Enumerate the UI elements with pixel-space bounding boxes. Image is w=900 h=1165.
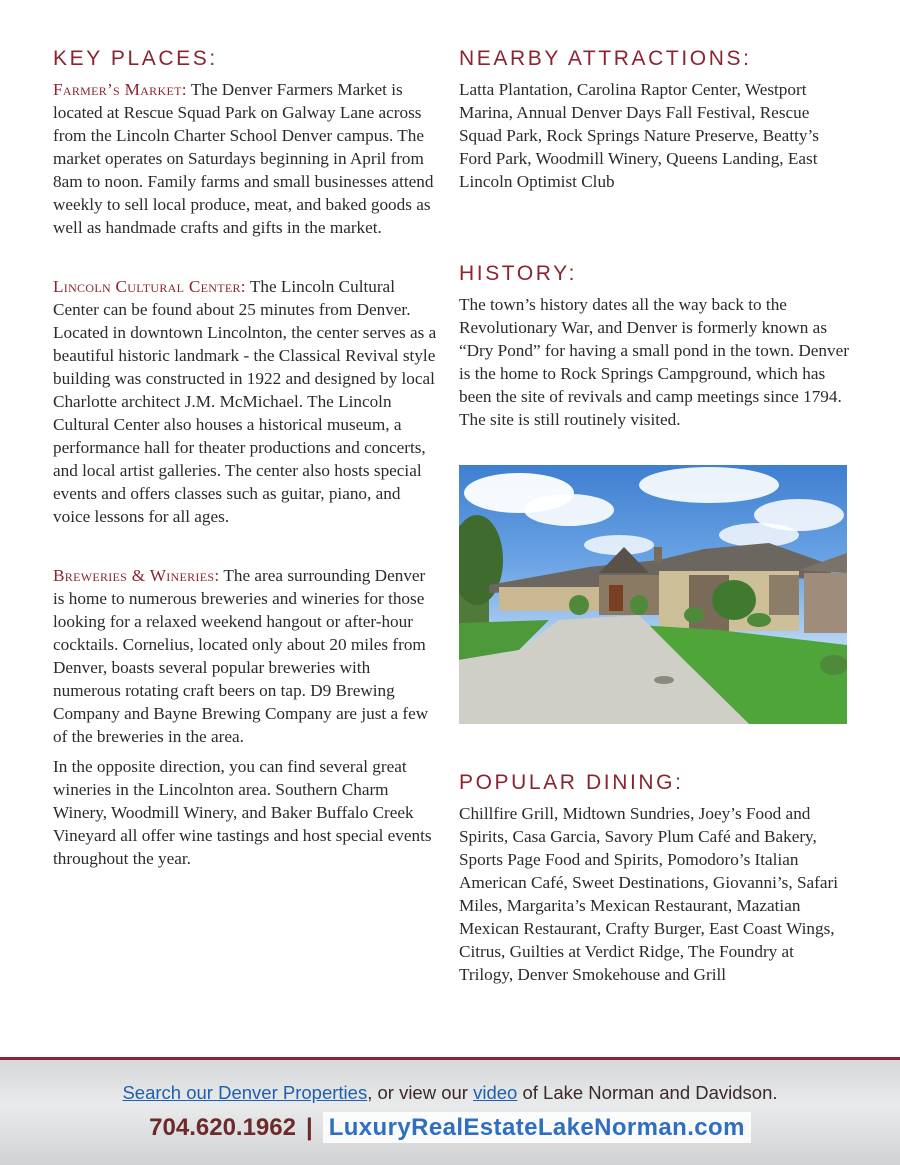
footer-links-line — [0, 1082, 900, 1104]
cultural-center-paragraph — [53, 275, 441, 528]
popular-dining-text: Chillfire Grill, Midtown Sundries, Joey’s Food and Spirits, Casa Garcia, Savory Plum Café and Bakery, Sports Page Food and Spirits, Pomodoro’s Italian American Café, Sweet Destinations, Giovanni’s, Safari Miles, Margarita’s Mexican Restaurant, Mazatian Mexican Restaurant, Crafty Burger, East Coast Wings, Citrus, Guilties at Verdict Ridge, The Foundry at Trilogy, Denver Smokehouse and Grill — [459, 804, 838, 984]
footer-separator: | — [305, 1114, 313, 1141]
house-photo — [459, 465, 847, 724]
key-places-heading: KEY PLACES: — [53, 47, 218, 70]
footer-contact-line — [0, 1114, 900, 1142]
nearby-attractions-text: Latta Plantation, Carolina Raptor Center, Westport Marina, Annual Denver Days Fall Festival, Rescue Squad Park, Rock Springs Nature Preserve, Beatty’s Ford Park, Woodmill Winery, Queens Landing, East Lincoln Optimist Club — [459, 80, 819, 191]
nearby-attractions-heading: NEARBY ATTRACTIONS: — [459, 47, 752, 70]
breweries-paragraph — [53, 564, 441, 748]
breweries-text: The area surrounding Denver is home to numerous breweries and wineries for those looking for a relaxed weekend hangout or after-hour cocktails. Cornelius, located only about 20 miles from Denver, boasts several popular breweries with numerous rotating craft beers on tap. D9 Brewing Company and Bayne Brewing Company are just a few of the breweries in the area. — [53, 566, 429, 746]
farmers-market-lead: Farmer’s Market: — [53, 80, 187, 99]
website-link[interactable]: LuxuryRealEstateLakeNorman.com — [323, 1112, 751, 1143]
video-link[interactable]: video — [473, 1082, 518, 1103]
history-text: The town’s history dates all the way back to the Revolutionary War, and Denver is formerly known as “Dry Pond” for having a small pond in the town. Denver is the home to Rock Springs Campground, which has been the site of revivals and camp meetings since 1794. The site is still routinely visited. — [459, 295, 849, 429]
history-heading: HISTORY: — [459, 262, 578, 285]
cultural-center-text: The Lincoln Cultural Center can be found about 25 minutes from Denver. Located in downtown Lincolnton, the center serves as a beautiful historic landmark - the Classical Revival style building was constructed in 1922 and designed by local Charlotte architect J.M. McMichael. The Lincoln Cultural Center also houses a historical museum, a performance hall for theater productions and concerts, and local artist galleries. The center also hosts special events and offers classes such as guitar, piano, and voice lessons for all ages. — [53, 277, 437, 526]
footer-divider — [0, 1057, 900, 1060]
farmers-market-text: The Denver Farmers Market is located at Rescue Squad Park on Galway Lane across from the Lincoln Charter School Denver campus. The market operates on Saturdays beginning in April from 8am to noon. Family farms and small businesses attend weekly to sell local produce, meat, and baked goods as well as handmade crafts and gifts in the market. — [53, 80, 434, 237]
breweries-lead: Breweries & Wineries: — [53, 566, 220, 585]
footer-mid-text: , or view our — [367, 1082, 474, 1103]
phone-number[interactable]: 704.620.1962 — [149, 1114, 296, 1141]
right-column — [459, 44, 851, 986]
footer-band — [0, 1057, 900, 1165]
cultural-center-lead: Lincoln Cultural Center: — [53, 277, 246, 296]
house-illustration — [459, 465, 847, 724]
popular-dining-heading: POPULAR DINING: — [459, 771, 684, 794]
farmers-market-paragraph — [53, 78, 441, 239]
search-properties-link[interactable]: Search our Denver Properties — [122, 1082, 368, 1103]
left-column — [53, 44, 441, 870]
wineries-paragraph: In the opposite direction, you can find several great wineries in the Lincolnton area. Southern Charm Winery, Woodmill Winery, and Baker Buffalo Creek Vineyard all offer wine tastings and host special events throughout the year. — [53, 757, 432, 868]
footer-end-text: of Lake Norman and Davidson. — [517, 1082, 778, 1103]
